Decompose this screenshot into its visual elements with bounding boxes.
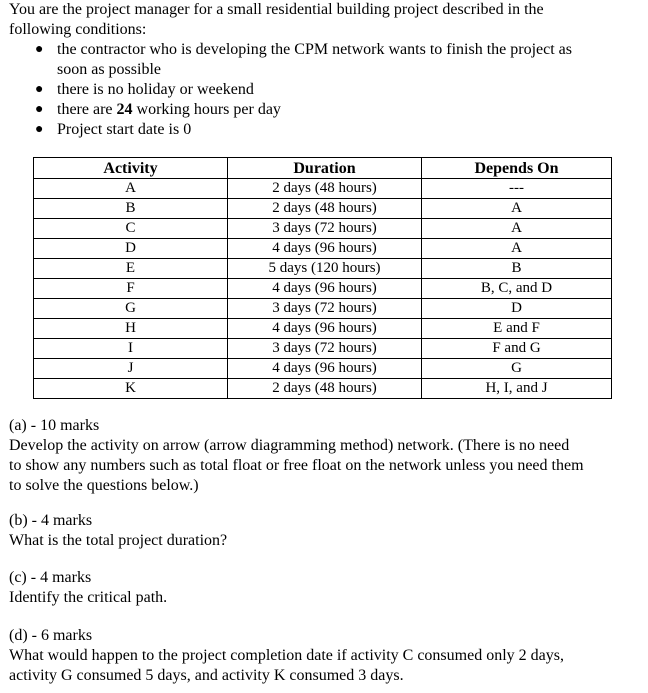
condition-line: soon as possible: [57, 61, 161, 78]
condition-line: [57, 100, 639, 120]
question-c-line: Identify the critical path.: [9, 589, 168, 606]
question-d-line: activity G consumed 5 days, and activity K consumed 3 days.: [9, 667, 404, 684]
hours-value: 24: [116, 101, 133, 118]
depends-on-cell: B, C, and D: [422, 279, 612, 299]
question-c-marks: (c) - 4 marks: [9, 569, 92, 586]
bullet-icon: ●: [35, 102, 44, 117]
hours-prefix: there are: [57, 101, 117, 118]
activity-cell: F: [34, 279, 228, 299]
question-b-marks: (b) - 4 marks: [9, 512, 93, 529]
table-body: [34, 179, 612, 399]
depends-on-cell: B: [422, 259, 612, 279]
depends-on-cell: E and F: [422, 319, 612, 339]
table-row: [34, 279, 612, 299]
question-a-line: to solve the questions below.): [9, 477, 199, 494]
question-d-line: What would happen to the project completion date if activity C consumed only 2 days,: [9, 647, 564, 664]
intro-section: [9, 0, 639, 140]
question-b: [9, 511, 639, 551]
duration-cell: 4 days (96 hours): [228, 359, 422, 379]
duration-cell: 3 days (72 hours): [228, 299, 422, 319]
duration-cell: 4 days (96 hours): [228, 279, 422, 299]
table-row: [34, 219, 612, 239]
question-a-line: to show any numbers such as total float or free float on the network unless you need them: [9, 457, 584, 474]
duration-cell: 4 days (96 hours): [228, 319, 422, 339]
activity-cell: K: [34, 379, 228, 399]
condition-line: there is no holiday or weekend: [57, 81, 254, 98]
depends-on-cell: A: [422, 219, 612, 239]
question-d-marks: (d) - 6 marks: [9, 627, 93, 644]
depends-on-cell: D: [422, 299, 612, 319]
table-row: [34, 259, 612, 279]
hours-suffix: working hours per day: [132, 101, 281, 118]
table-row: [34, 379, 612, 399]
depends-on-cell: A: [422, 199, 612, 219]
condition-item: [9, 120, 639, 140]
condition-item: [9, 100, 639, 120]
duration-cell: 5 days (120 hours): [228, 259, 422, 279]
depends-on-cell: A: [422, 239, 612, 259]
header-depends-on: Depends On: [422, 158, 612, 179]
activity-cell: J: [34, 359, 228, 379]
question-a: [9, 416, 639, 496]
duration-cell: 2 days (48 hours): [228, 199, 422, 219]
condition-item: [9, 40, 639, 80]
table-row: [34, 239, 612, 259]
header-activity: Activity: [34, 158, 228, 179]
activity-cell: C: [34, 219, 228, 239]
activity-cell: G: [34, 299, 228, 319]
activity-cell: B: [34, 199, 228, 219]
bullet-icon: ●: [35, 122, 44, 137]
activity-cell: D: [34, 239, 228, 259]
activity-cell: H: [34, 319, 228, 339]
duration-cell: 2 days (48 hours): [228, 379, 422, 399]
question-b-line: What is the total project duration?: [9, 532, 228, 549]
conditions-list: [9, 40, 639, 140]
condition-item: [9, 80, 639, 100]
duration-cell: 3 days (72 hours): [228, 339, 422, 359]
table-row: [34, 179, 612, 199]
bullet-icon: ●: [35, 82, 44, 97]
table-row: [34, 299, 612, 319]
duration-cell: 4 days (96 hours): [228, 239, 422, 259]
intro-line-1: You are the project manager for a small residential building project described in the: [9, 1, 544, 18]
activity-cell: E: [34, 259, 228, 279]
bullet-icon: ●: [35, 42, 44, 57]
condition-line: the contractor who is developing the CPM network wants to finish the project as: [57, 41, 573, 58]
header-duration: Duration: [228, 158, 422, 179]
depends-on-cell: ---: [422, 179, 612, 199]
question-c: [9, 568, 639, 608]
activity-cell: I: [34, 339, 228, 359]
question-a-line: Develop the activity on arrow (arrow diagramming method) network. (There is no need: [9, 437, 570, 454]
table-header-row: [34, 158, 612, 179]
question-d: [9, 626, 639, 686]
question-a-marks: (a) - 10 marks: [9, 417, 100, 434]
duration-cell: 2 days (48 hours): [228, 179, 422, 199]
depends-on-cell: H, I, and J: [422, 379, 612, 399]
table-row: [34, 199, 612, 219]
table-row: [34, 319, 612, 339]
activity-cell: A: [34, 179, 228, 199]
activity-table: [33, 157, 612, 399]
duration-cell: 3 days (72 hours): [228, 219, 422, 239]
condition-line: Project start date is 0: [57, 121, 192, 138]
intro-line-2: following conditions:: [9, 21, 147, 38]
table-row: [34, 339, 612, 359]
depends-on-cell: G: [422, 359, 612, 379]
depends-on-cell: F and G: [422, 339, 612, 359]
table-row: [34, 359, 612, 379]
